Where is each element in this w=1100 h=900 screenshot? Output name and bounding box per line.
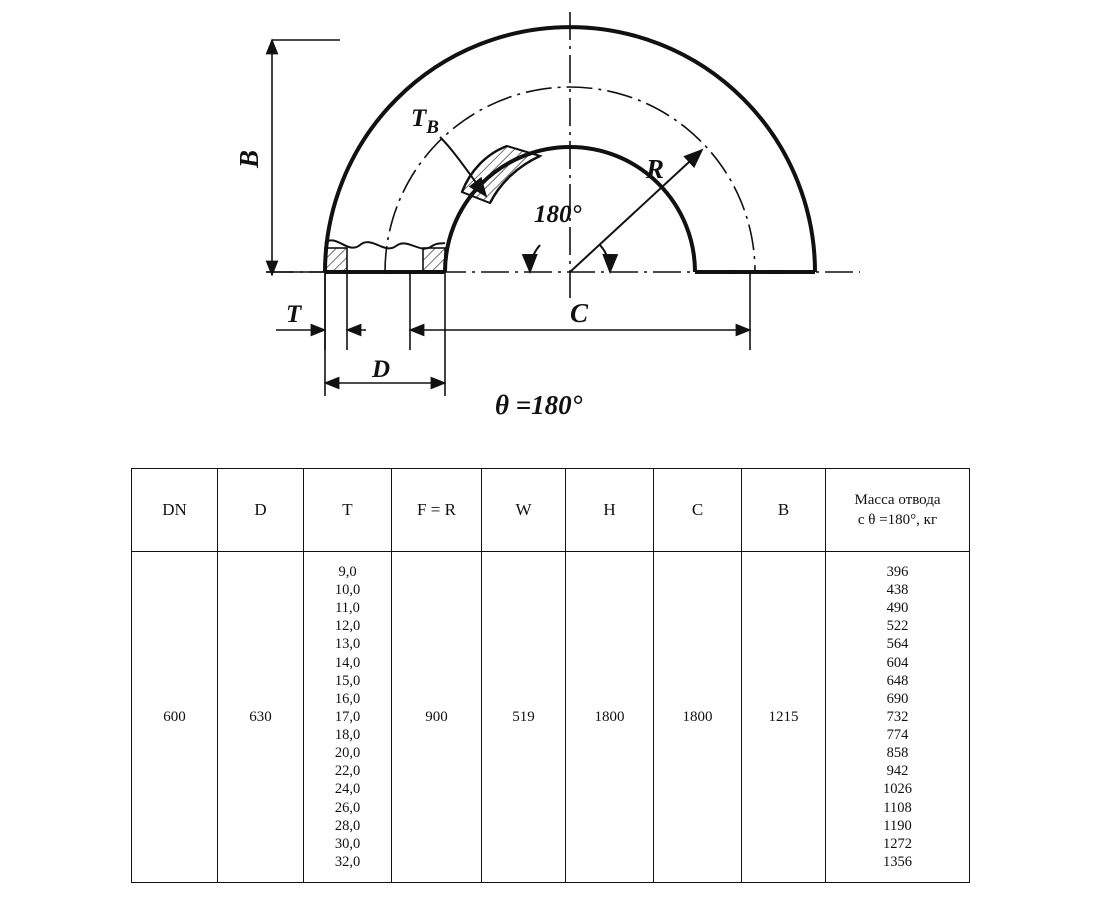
mass-values-stack: [826, 563, 969, 871]
list-item: 438: [886, 582, 909, 599]
cell-f-r: 900: [392, 552, 482, 883]
list-item: 564: [886, 636, 909, 653]
label-d: D: [372, 356, 391, 383]
list-item: 10,0: [334, 582, 361, 599]
list-item: 1356: [883, 853, 912, 870]
label-b: B: [234, 149, 264, 168]
list-item: 690: [886, 690, 909, 707]
header-t: T: [304, 469, 392, 552]
list-item: 24,0: [334, 781, 361, 798]
list-item: 1272: [883, 835, 912, 852]
list-item: 15,0: [334, 672, 361, 689]
cell-t-list: [304, 552, 392, 883]
label-angle: 180°: [534, 201, 582, 228]
list-item: 522: [886, 618, 909, 635]
list-item: 12,0: [334, 618, 361, 635]
list-item: 858: [886, 745, 909, 762]
list-item: 11,0: [335, 600, 360, 617]
list-item: 1108: [883, 799, 912, 816]
list-item: 396: [886, 563, 909, 580]
label-r: R: [646, 154, 665, 184]
header-w: W: [482, 469, 566, 552]
list-item: 604: [886, 654, 909, 671]
header-b: B: [742, 469, 826, 552]
cell-w: 519: [482, 552, 566, 883]
list-item: 942: [886, 763, 909, 780]
cell-c: 1800: [654, 552, 742, 883]
list-item: 22,0: [334, 763, 361, 780]
cell-dn: 600: [132, 552, 218, 883]
header-d: D: [218, 469, 304, 552]
list-item: 648: [886, 672, 909, 689]
list-item: 17,0: [334, 708, 361, 725]
table-row: [132, 552, 970, 883]
cell-h: 1800: [566, 552, 654, 883]
spec-table-container: [131, 468, 969, 883]
label-c: C: [570, 298, 589, 328]
list-item: 490: [886, 600, 909, 617]
t-values-stack: [304, 563, 391, 871]
list-item: 13,0: [334, 636, 361, 653]
header-c: C: [654, 469, 742, 552]
list-item: 16,0: [334, 690, 361, 707]
label-tb: $T_B$: [411, 105, 439, 138]
header-f-r: F = R: [392, 469, 482, 552]
list-item: 1190: [883, 817, 912, 834]
spec-table: [131, 468, 970, 883]
header-mass-line1: Масса отвода: [854, 491, 941, 508]
header-mass-line2: с θ =180°, кг: [857, 512, 938, 528]
cell-mass-list: [826, 552, 970, 883]
list-item: 18,0: [334, 727, 361, 744]
list-item: 732: [886, 708, 909, 725]
list-item: 26,0: [334, 799, 361, 816]
table-header-row: [132, 469, 970, 552]
radius-dimension: [570, 150, 702, 272]
cell-b: 1215: [742, 552, 826, 883]
list-item: 1026: [883, 781, 912, 798]
cell-d: 630: [218, 552, 304, 883]
theta-caption: θ =180°: [495, 390, 583, 420]
list-item: 28,0: [334, 817, 361, 834]
header-h: H: [566, 469, 654, 552]
label-t: T: [286, 301, 302, 328]
header-mass: [826, 469, 970, 552]
list-item: 14,0: [334, 654, 361, 671]
list-item: 30,0: [334, 835, 361, 852]
list-item: 20,0: [334, 745, 361, 762]
header-dn: DN: [132, 469, 218, 552]
list-item: 774: [886, 727, 909, 744]
list-item: 9,0: [338, 563, 357, 580]
wall-thickness-section: [462, 146, 540, 203]
list-item: 32,0: [334, 853, 361, 870]
